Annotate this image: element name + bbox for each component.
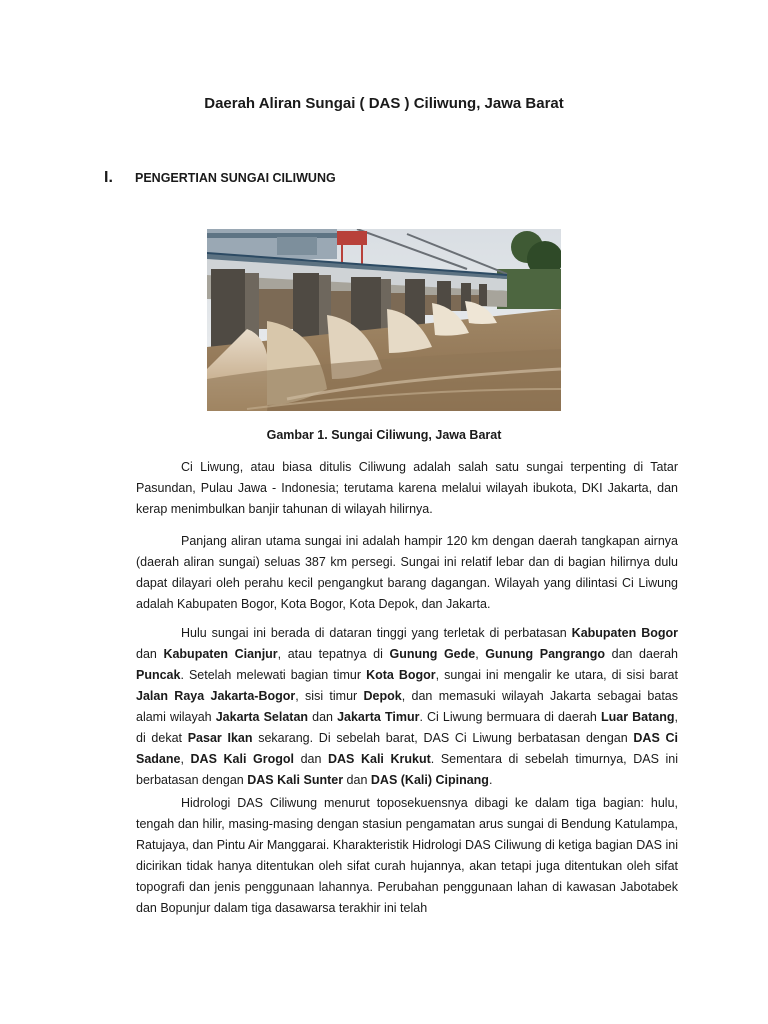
text-run: dan	[308, 710, 338, 724]
text-run: . Setelah melewati bagian timur	[180, 668, 367, 682]
document-title: Daerah Aliran Sungai ( DAS ) Ciliwung, Jawa Barat	[204, 95, 564, 112]
place-name: DAS (Kali) Cipinang	[370, 773, 489, 787]
paragraph-1: Ci Liwung, atau biasa ditulis Ciliwung adalah salah satu sungai terpenting di Tatar Pasundan, Pulau Jawa - Indonesia; terutama karena melalui wilayah ibukota, DKI Jakarta, dan kerap menimbulkan banjir tahunan di wilayah hilirnya.	[136, 460, 678, 516]
text-run: . Ci Liwung bermuara di daerah	[419, 710, 601, 724]
place-name: Pasar Ikan	[187, 731, 253, 745]
text-run: dan daerah	[605, 647, 678, 661]
figure-caption: Gambar 1. Sungai Ciliwung, Jawa Barat	[266, 428, 502, 442]
text-run: dan	[293, 752, 328, 766]
text-run: , sungai ini mengalir ke utara, di sisi barat	[435, 668, 678, 682]
text-run: ,	[475, 647, 486, 661]
place-name: Depok	[363, 689, 402, 703]
text-run: , di dekat	[136, 710, 678, 745]
paragraph-2: Panjang aliran utama sungai ini adalah hampir 120 km dengan daerah tangkapan airnya (daerah aliran sungai) seluas 387 km persegi. Sungai ini relatif lebar dan di bagian hilirnya dulu dapat dilayari oleh perahu kecil pengangkut barang dagangan. Wilayah yang dilintasi Ci Liwung adalah Kabupaten Bogor, Kota Bogor, Kota Depok, dan Jakarta.	[136, 534, 678, 611]
place-name: Puncak	[136, 668, 181, 682]
place-name: DAS Kali Sunter	[247, 773, 344, 787]
text-run: sekarang. Di sebelah barat, DAS Ci Liwung berbatasan dengan	[252, 731, 634, 745]
place-name: Gunung Gede	[389, 647, 476, 661]
text-run: dan	[136, 647, 164, 661]
text-run: , atau tepatnya di	[277, 647, 390, 661]
place-name: Kota Bogor	[366, 668, 436, 682]
section-title: PENGERTIAN SUNGAI CILIWUNG	[135, 171, 336, 185]
section-number: I.	[104, 169, 113, 186]
place-name: DAS Kali Krukut	[328, 752, 431, 766]
river-dam-photo	[207, 229, 561, 411]
place-name: DAS Ci Sadane	[136, 731, 678, 766]
place-name: Luar Batang	[600, 710, 675, 724]
paragraph-3	[136, 623, 678, 791]
text-run: , sisi timur	[295, 689, 364, 703]
paragraph-4: Hidrologi DAS Ciliwung menurut toposekuensnya dibagi ke dalam tiga bagian: hulu, tengah dan hilir, masing-masing dengan stasiun pengamatan arus sungai di Bendung Katulampa, Ratujaya, dan Pintu Air Manggarai. Kharakteristik Hidrologi DAS Ciliwung di ketiga bagian DAS ini dicirikan tidak hanya ditentukan oleh sifat curah hujannya, akan tetapi juga ditentukan oleh sifat topografi dan jenis penggunaan lahannya. Perubahan penggunaan lahan di kawasan Jabotabek dan Bopunjur dalam tiga dasawarsa terakhir ini telah	[136, 796, 678, 915]
place-name: Jalan Raya Jakarta-Bogor	[136, 689, 296, 703]
place-name: DAS Kali Grogol	[190, 752, 294, 766]
place-name: Jakarta Selatan	[215, 710, 309, 724]
text-run: ,	[180, 752, 191, 766]
text-run: . Sementara di sebelah timurnya, DAS ini berbatasan dengan	[136, 752, 678, 787]
place-name: Gunung Pangrango	[485, 647, 606, 661]
dam-illustration	[207, 229, 561, 411]
text-run: Hulu sungai ini berada di dataran tinggi yang terletak di perbatasan	[181, 626, 572, 640]
text-run: , dan memasuki wilayah Jakarta sebagai batas alami wilayah	[136, 689, 678, 724]
place-name: Jakarta Timur	[337, 710, 420, 724]
place-name: Kabupaten Cianjur	[163, 647, 278, 661]
text-run: dan	[343, 773, 371, 787]
place-name: Kabupaten Bogor	[571, 626, 678, 640]
text-run: .	[488, 773, 493, 787]
